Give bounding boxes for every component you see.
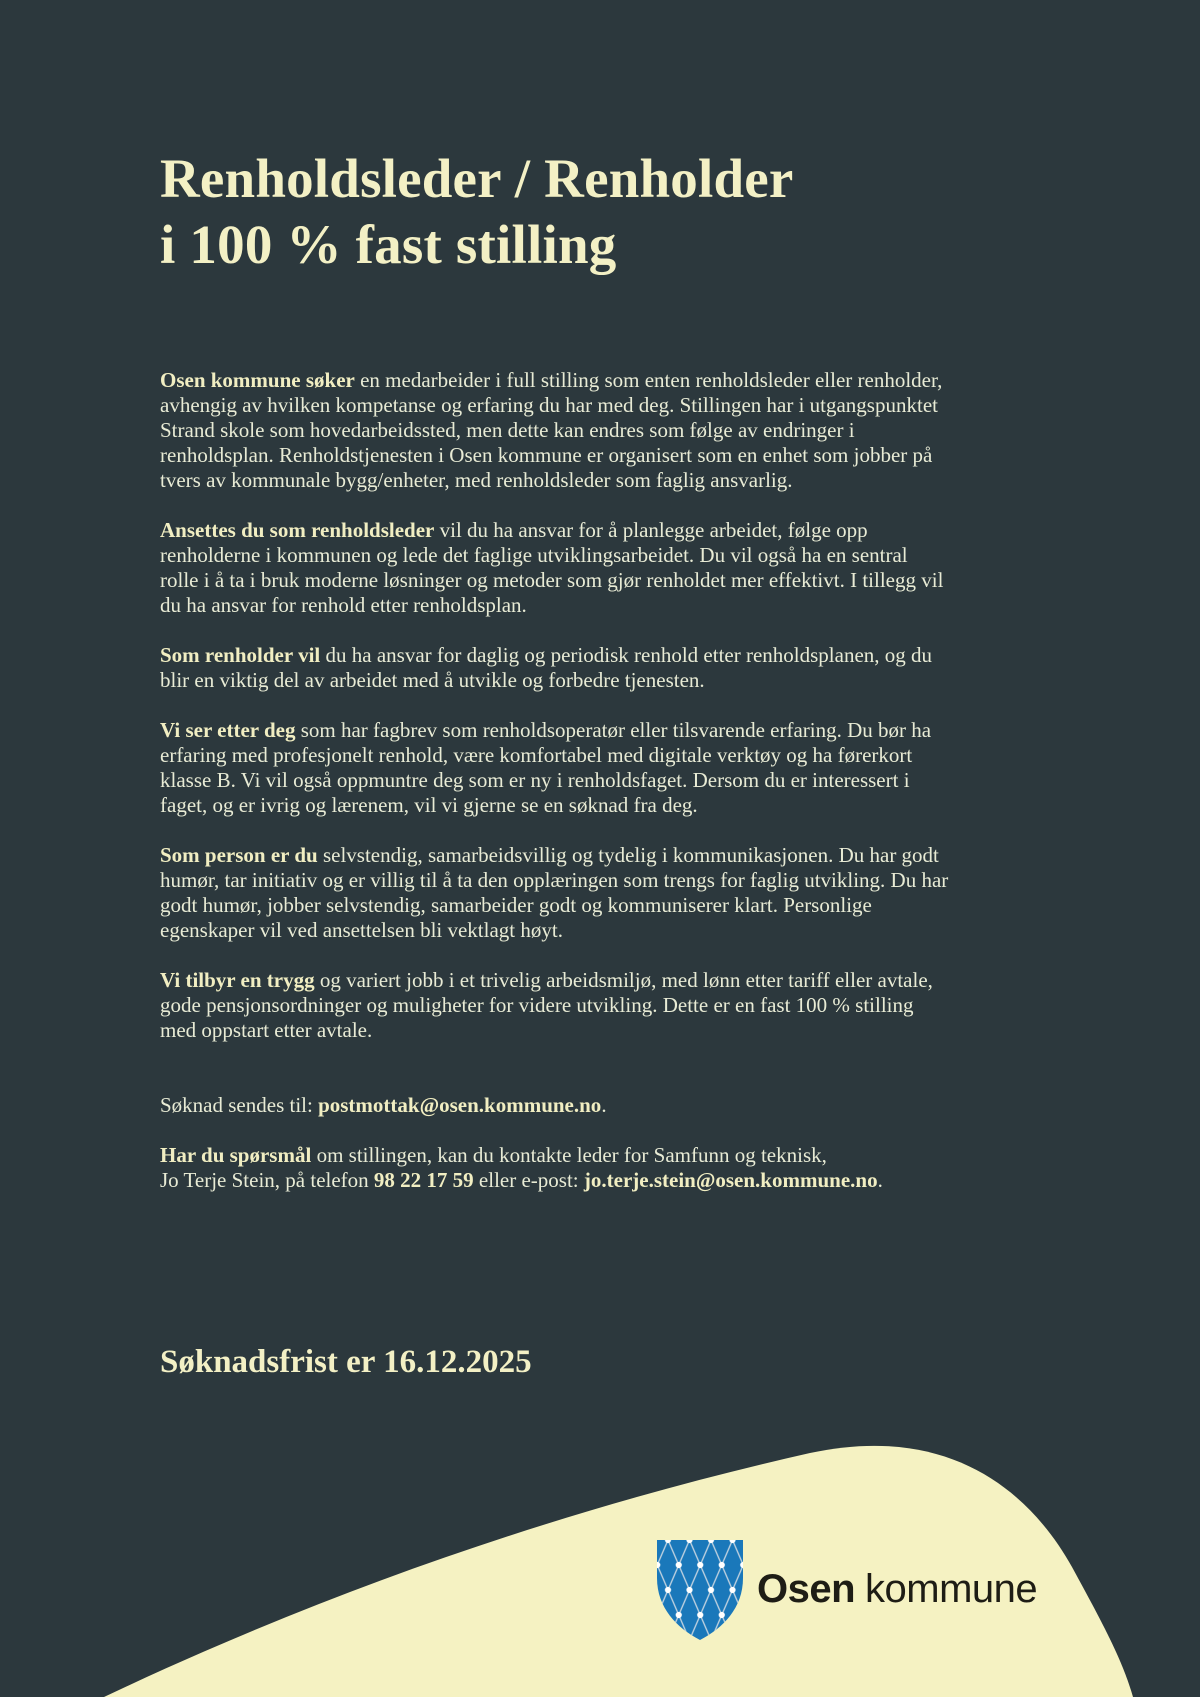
paragraph-lead: Som person er du <box>160 843 318 867</box>
paragraph-lead: Ansettes du som renholdsleder <box>160 518 435 542</box>
paragraph-lead: Osen kommune søker <box>160 368 355 392</box>
paragraph-intro <box>160 368 950 493</box>
paragraph-lead: Vi ser etter deg <box>160 718 296 742</box>
paragraph-som-person <box>160 843 950 943</box>
paragraph-text: du ha ansvar for daglig og periodisk renhold etter renholdsplanen, og du blir en viktig del av arbeidet med å utvikle og forbedre tjenesten. <box>160 643 933 692</box>
application-email: postmottak@osen.kommune.no <box>318 1093 602 1117</box>
contact-lead: Har du spørsmål <box>160 1143 312 1167</box>
contact-line2-middle: eller e-post: <box>473 1168 584 1192</box>
paragraph-text: som har fagbrev som renholdsoperatør eller tilsvarende erfaring. Du bør ha erfaring med profesjonelt renhold, være komfortabel med digitale verktøy og ha førerkort klasse B. Vi vil også oppmuntre deg som er ny i renholdsfaget. Dersom du er interessert i faget, og er ivrig og lærenem, vil vi gjerne se en søknad fra deg. <box>160 718 932 817</box>
contact-line1-rest: om stillingen, kan du kontakte leder for Samfunn og teknisk, <box>311 1143 827 1167</box>
paragraph-vi-tilbyr <box>160 968 950 1043</box>
paragraph-text: en medarbeider i full stilling som enten renholdsleder eller renholder, avhengig av hvilken kompetanse og erfaring du har med deg. Stillingen har i utgangspunktet Strand skole som hovedarbeidssted, men dette kan endres som følge av endringer i renholdsplan. Renholdstjenesten i Osen kommune er organisert som en enhet som jobber på tvers av kommunale bygg/enheter, med renholdsleder som faglig ansvarlig. <box>160 368 943 492</box>
page-title-line2: i 100 % fast stilling <box>160 214 617 275</box>
contact-suffix: . <box>877 1168 883 1192</box>
application-deadline: Søknadsfrist er 16.12.2025 <box>160 1344 532 1380</box>
paragraph-text: selvstendig, samarbeidsvillig og tydelig i kommunikasjonen. Du har godt humør, tar initiativ og er villig til å ta den opplæringen som trengs for faglig utvikling. Du har godt humør, jobber selvstendig, samarbeider godt og kommuniserer klart. Personlige egenskaper vil ved ansettelsen bli vektlagt høyt. <box>160 843 949 942</box>
logo-wordmark <box>757 1567 1037 1611</box>
paragraph-text: vil du ha ansvar for å planlegge arbeidet, følge opp renholderne i kommunen og lede det faglige utviklingsarbeidet. Du vil også ha en sentral rolle i å ta i bruk moderne løsninger og metoder som gjør renholdet mer effektivt. I tillegg vil du ha ansvar for renhold etter renholdsplan. <box>160 518 944 617</box>
contact-phone: 98 22 17 59 <box>373 1168 474 1192</box>
paragraph-text: og variert jobb i et trivelig arbeidsmiljø, med lønn etter tariff eller avtale, gode pensjonsordninger og muligheter for videre utvikling. Dette er en fast 100 % stilling med oppstart etter avtale. <box>160 968 933 1042</box>
application-suffix: . <box>601 1093 607 1117</box>
paragraph-renholder <box>160 643 950 693</box>
contact-info <box>160 1143 950 1193</box>
page-title <box>160 146 950 278</box>
paragraph-renholdsleder <box>160 518 950 618</box>
paragraph-lead: Vi tilbyr en trygg <box>160 968 315 992</box>
paragraph-lead: Som renholder vil <box>160 643 321 667</box>
contact-line2-prefix: Jo Terje Stein, på telefon <box>160 1168 374 1192</box>
application-label: Søknad sendes til: <box>160 1093 319 1117</box>
logo-name-regular: kommune <box>865 1567 1038 1611</box>
page-title-line1: Renholdsleder / Renholder <box>160 148 794 209</box>
application-line <box>160 1093 950 1118</box>
contact-email: jo.terje.stein@osen.kommune.no <box>583 1168 878 1192</box>
ad-content <box>160 0 950 1383</box>
footer-wave <box>0 1387 1200 1697</box>
paragraph-vi-ser-etter-deg <box>160 718 950 818</box>
logo-name-bold: Osen <box>757 1567 856 1611</box>
